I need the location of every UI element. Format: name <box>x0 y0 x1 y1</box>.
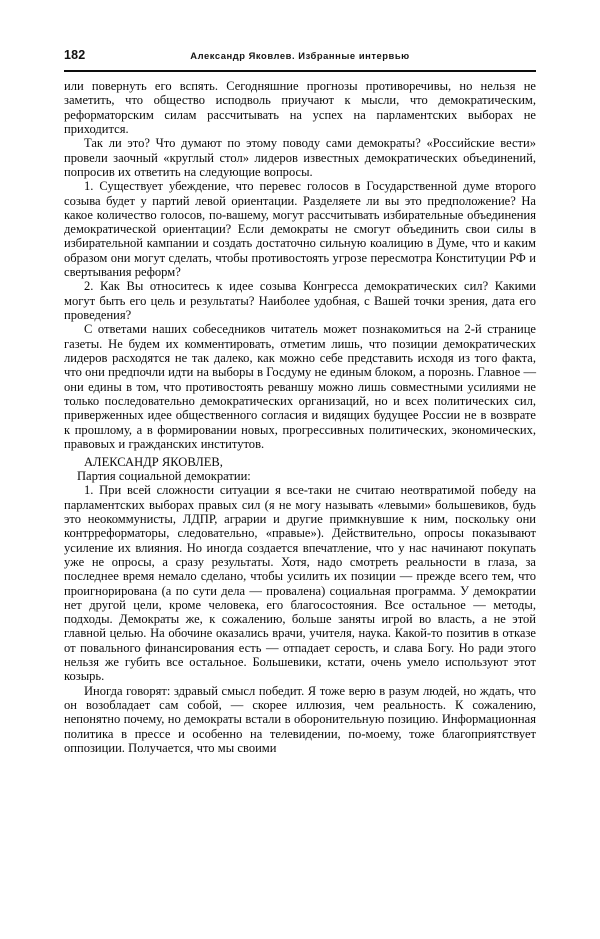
answer-paragraph-2: Иногда говорят: здравый смысл победит. Я тоже верю в разум людей, но ждать, что он возобладает сам собой, — скорее иллюзия, чем реальность. К сожалению, непонятно почему, но демократы встали в оборонительную позицию. Информационная политика в прессе и особенно на телевидении, по-моему, тоже благоприятствует оппозиции. Получается, что мы своими <box>64 683 536 755</box>
paragraph: Так ли это? Что думают по этому поводу сами демократы? «Российские вести» провели заочный «круглый стол» лидеров известных демократических объединений, попросив их ответить на следующие вопросы. <box>64 136 536 179</box>
paragraph: С ответами наших собеседников читатель может познакомиться на 2-й странице газеты. Не будем их комментировать, отметим лишь, что позиции демократических лидеров расходятся не так далеко, как можно себе представить исходя из того факта, что они предпочли идти на выборы в Госдуму не единым блоком, а порознь. Главное — они едины в том, что противостоять реваншу можно лишь совместными усилиями не только последовательно демократических организаций, но и всех политических сил, приверженных идее общественного согласия и видящих будущее России не в возврате к прошлому, а в формировании новых, прогрессивных политических, экономических, правовых и гражданских институтов. <box>64 322 536 451</box>
header-rule <box>64 70 536 72</box>
answer-paragraph-1: 1. При всей сложности ситуации я все-таки не считаю неотвратимой победу на парламентских выборах правых сил (я не могу называть «левыми» большевиков, будь это неокоммунисты, ЛДПР, аграрии и другие примкнувшие к ним, поскольку они контрреформаторы, следовательно, «правые»). Действительно, опросы показывают усиление их влияния. Но иногда создается впечатление, что у нас начинают покупать уже не опросы, а сразу результаты. Хотя, надо смотреть реальности в глаза, за последнее время немало сделано, чтобы усилить их позиции — прежде всего тем, что проигнорирована (а по сути дела — провалена) социальная программа. У демократии нет другой цели, кроме человека, его благосостояния. Все остальное — методы, подходы. Демократы же, к сожалению, больше заняты игрой во власть, а не этой главной целью. На обочине оказались врачи, учителя, наука. Какой-то позитив в отказе от повального финансирования есть — отпадает серость, и слава Богу. Но ради этого нельзя же губить все остальное. Большевики, кстати, очень умело используют этот козырь. <box>64 483 536 684</box>
paragraph-question-2: 2. Как Вы относитесь к идее созыва Конгресса демократических сил? Какими могут быть его цель и результаты? Наиболее удобная, с Вашей точки зрения, дата его проведения? <box>64 279 536 322</box>
byline-affiliation: Партия социальной демократии: <box>77 469 251 484</box>
paragraph: или повернуть его вспять. Сегодняшние прогнозы противоречивы, но нельзя не заметить, что общество исподволь приучают к мысли, что демократическим, реформаторским силам рассчитывать на успех на парламентских выборах не приходится. <box>64 79 536 136</box>
running-head-title: Александр Яковлев. Избранные интервью <box>190 50 410 61</box>
page-number: 182 <box>64 48 86 62</box>
paragraph-question-1: 1. Существует убеждение, что перевес голосов в Государственной думе второго созыва будет у партий левой ориентации. Разделяете ли вы это предположение? На какое количество голосов, по-вашему, могут рассчитывать избирательные объединения демократической ориентации? Если демократы не смогут объединить свои силы в избирательной кампании и создать достаточно сильную коалицию в Думе, что и каким образом они могут сделать, чтобы противостоять угрозе пересмотра Конституции РФ и свертывания реформ? <box>64 179 536 280</box>
text-column <box>64 79 536 755</box>
running-head <box>64 48 536 68</box>
byline-name: АЛЕКСАНДР ЯКОВЛЕВ, <box>84 454 223 469</box>
